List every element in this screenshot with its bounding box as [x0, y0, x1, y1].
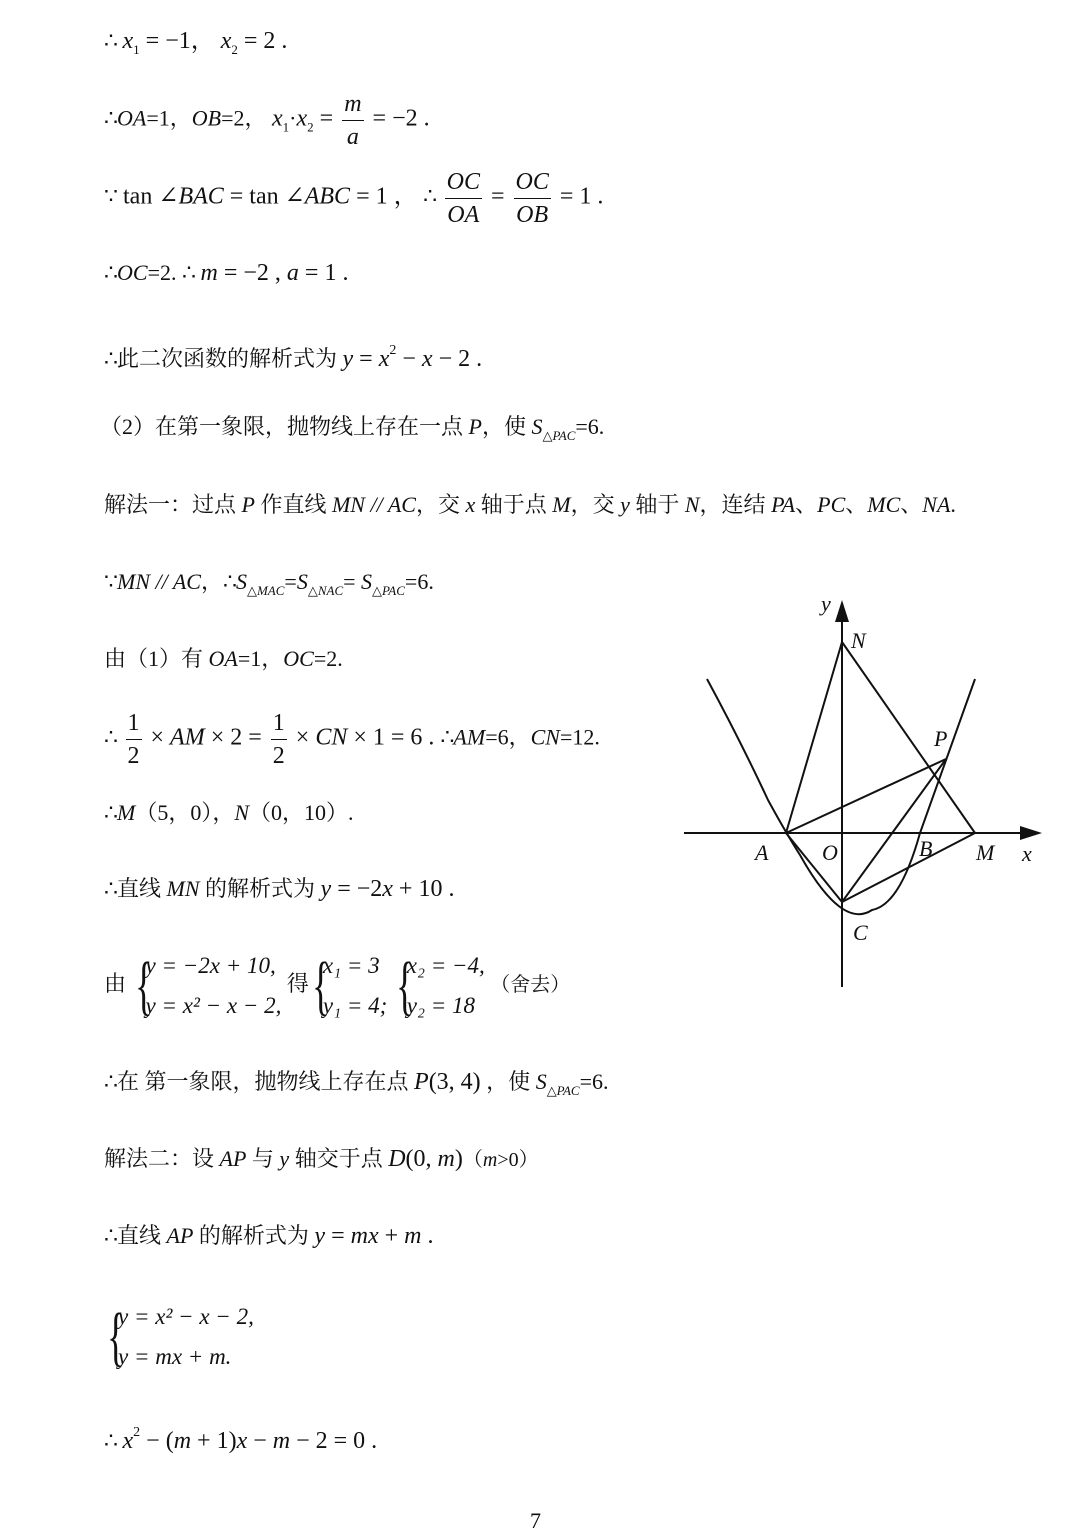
fraction-half-2: $\frac{1}{2}$: [271, 707, 287, 772]
step-m-n-coords: ∴M（5，0），N（0，10）.: [104, 800, 354, 825]
fraction-oc-ob: $\frac{OC}{OB}$: [514, 166, 551, 231]
fraction-half-1: $\frac{1}{2}$: [126, 707, 142, 772]
step-from-part-1: 由（1）有 OA=1，OC=2.: [104, 646, 343, 671]
fraction-oc-oa: $\frac{OC}{OA}$: [445, 166, 482, 231]
step-roots: ∴ $x_1 = -1$， $x_2 = 2$ .: [104, 28, 288, 57]
label-N: N: [851, 628, 866, 653]
label-B: B: [919, 836, 933, 861]
label-y: y: [821, 591, 831, 616]
solution-2: { x₂ = −4, y₂ = 18: [395, 948, 485, 1022]
label-C: C: [853, 920, 868, 945]
step-quadratic: ∴此二次函数的解析式为 $y = x^2 - x - 2$ .: [104, 343, 483, 372]
label-P: P: [934, 726, 948, 751]
y-axis-arrow-icon: [835, 600, 849, 622]
method-2-intro: 解法二：设 AP 与 y 轴交于点 D(0, m)（m>0）: [104, 1146, 539, 1172]
segment-AP: [786, 759, 946, 833]
fraction-m-over-a: $\frac{m}{a}$: [342, 88, 363, 153]
x-axis-arrow-icon: [1020, 826, 1042, 840]
step-area-equation: ∴ $\frac{1}{2}$ × AM × 2 = $\frac{1}{2}$ × CN × 1 = 6 . ∴AM=6，CN=12.: [104, 707, 600, 772]
step-line-ap: ∴直线 AP 的解析式为 y = mx + m .: [104, 1223, 434, 1249]
label-A: A: [755, 840, 769, 865]
step-oa-ob: ∴OA=1，OB=2， $x_1\cdot x_2$ = $\frac{m}{a}$ = −2 .: [104, 88, 430, 153]
solution-1: { x₁ = 3 y₁ = 4;: [312, 948, 388, 1022]
label-M: M: [976, 840, 995, 865]
segment-AN: [786, 642, 842, 833]
step-line-mn: ∴直线 MN 的解析式为 y = −2x + 10 .: [104, 876, 455, 902]
label-O: O: [822, 840, 838, 865]
step-oc: ∴OC=2. ∴ m = −2 , a = 1 .: [104, 260, 349, 286]
method-1-intro: 解法一：过点 P 作直线 MN // AC，交 x 轴于点 M，交 y 轴于 N，连结 PA、PC、MC、NA.: [104, 492, 956, 517]
page-number: 7: [530, 1508, 541, 1533]
equation-system-2: { y = x² − x − 2, y = mx + m.: [107, 1299, 254, 1373]
part-2-question: （2）在第一象限，抛物线上存在一点 P，使 $S_{\triangle PAC}=6$.: [100, 414, 605, 443]
step-combined-quadratic: ∴ $x^2 - (m + 1)x - m - 2 = 0$ .: [104, 1425, 378, 1454]
step-solve-system: 由 { y = −2x + 10, y = x² − x − 2, 得 { x₁ = 3 y₁ = 4; { x₂ = −4, y₂ = 18 （舍去）: [104, 944, 570, 1026]
segment-CP: [842, 759, 946, 902]
step-tan: ∵ tan ∠BAC = tan ∠ABC = 1 ， ∴ $\frac{OC}{OA}$ = $\frac{OC}{OB}$ = 1 .: [104, 166, 603, 231]
step-conclusion-1: ∴在 第一象限，抛物线上存在点 P(3, 4) ，使 $S_{\triangle PAC}=6$.: [104, 1069, 609, 1098]
label-x: x: [1022, 841, 1032, 866]
equation-system-1: { y = −2x + 10, y = x² − x − 2,: [134, 948, 282, 1022]
step-parallel-areas: ∵MN // AC，$\therefore S_{\triangle MAC}=S_{\triangle NAC}= S_{\triangle PAC}=6$.: [104, 569, 434, 598]
segment-CM: [842, 833, 975, 902]
